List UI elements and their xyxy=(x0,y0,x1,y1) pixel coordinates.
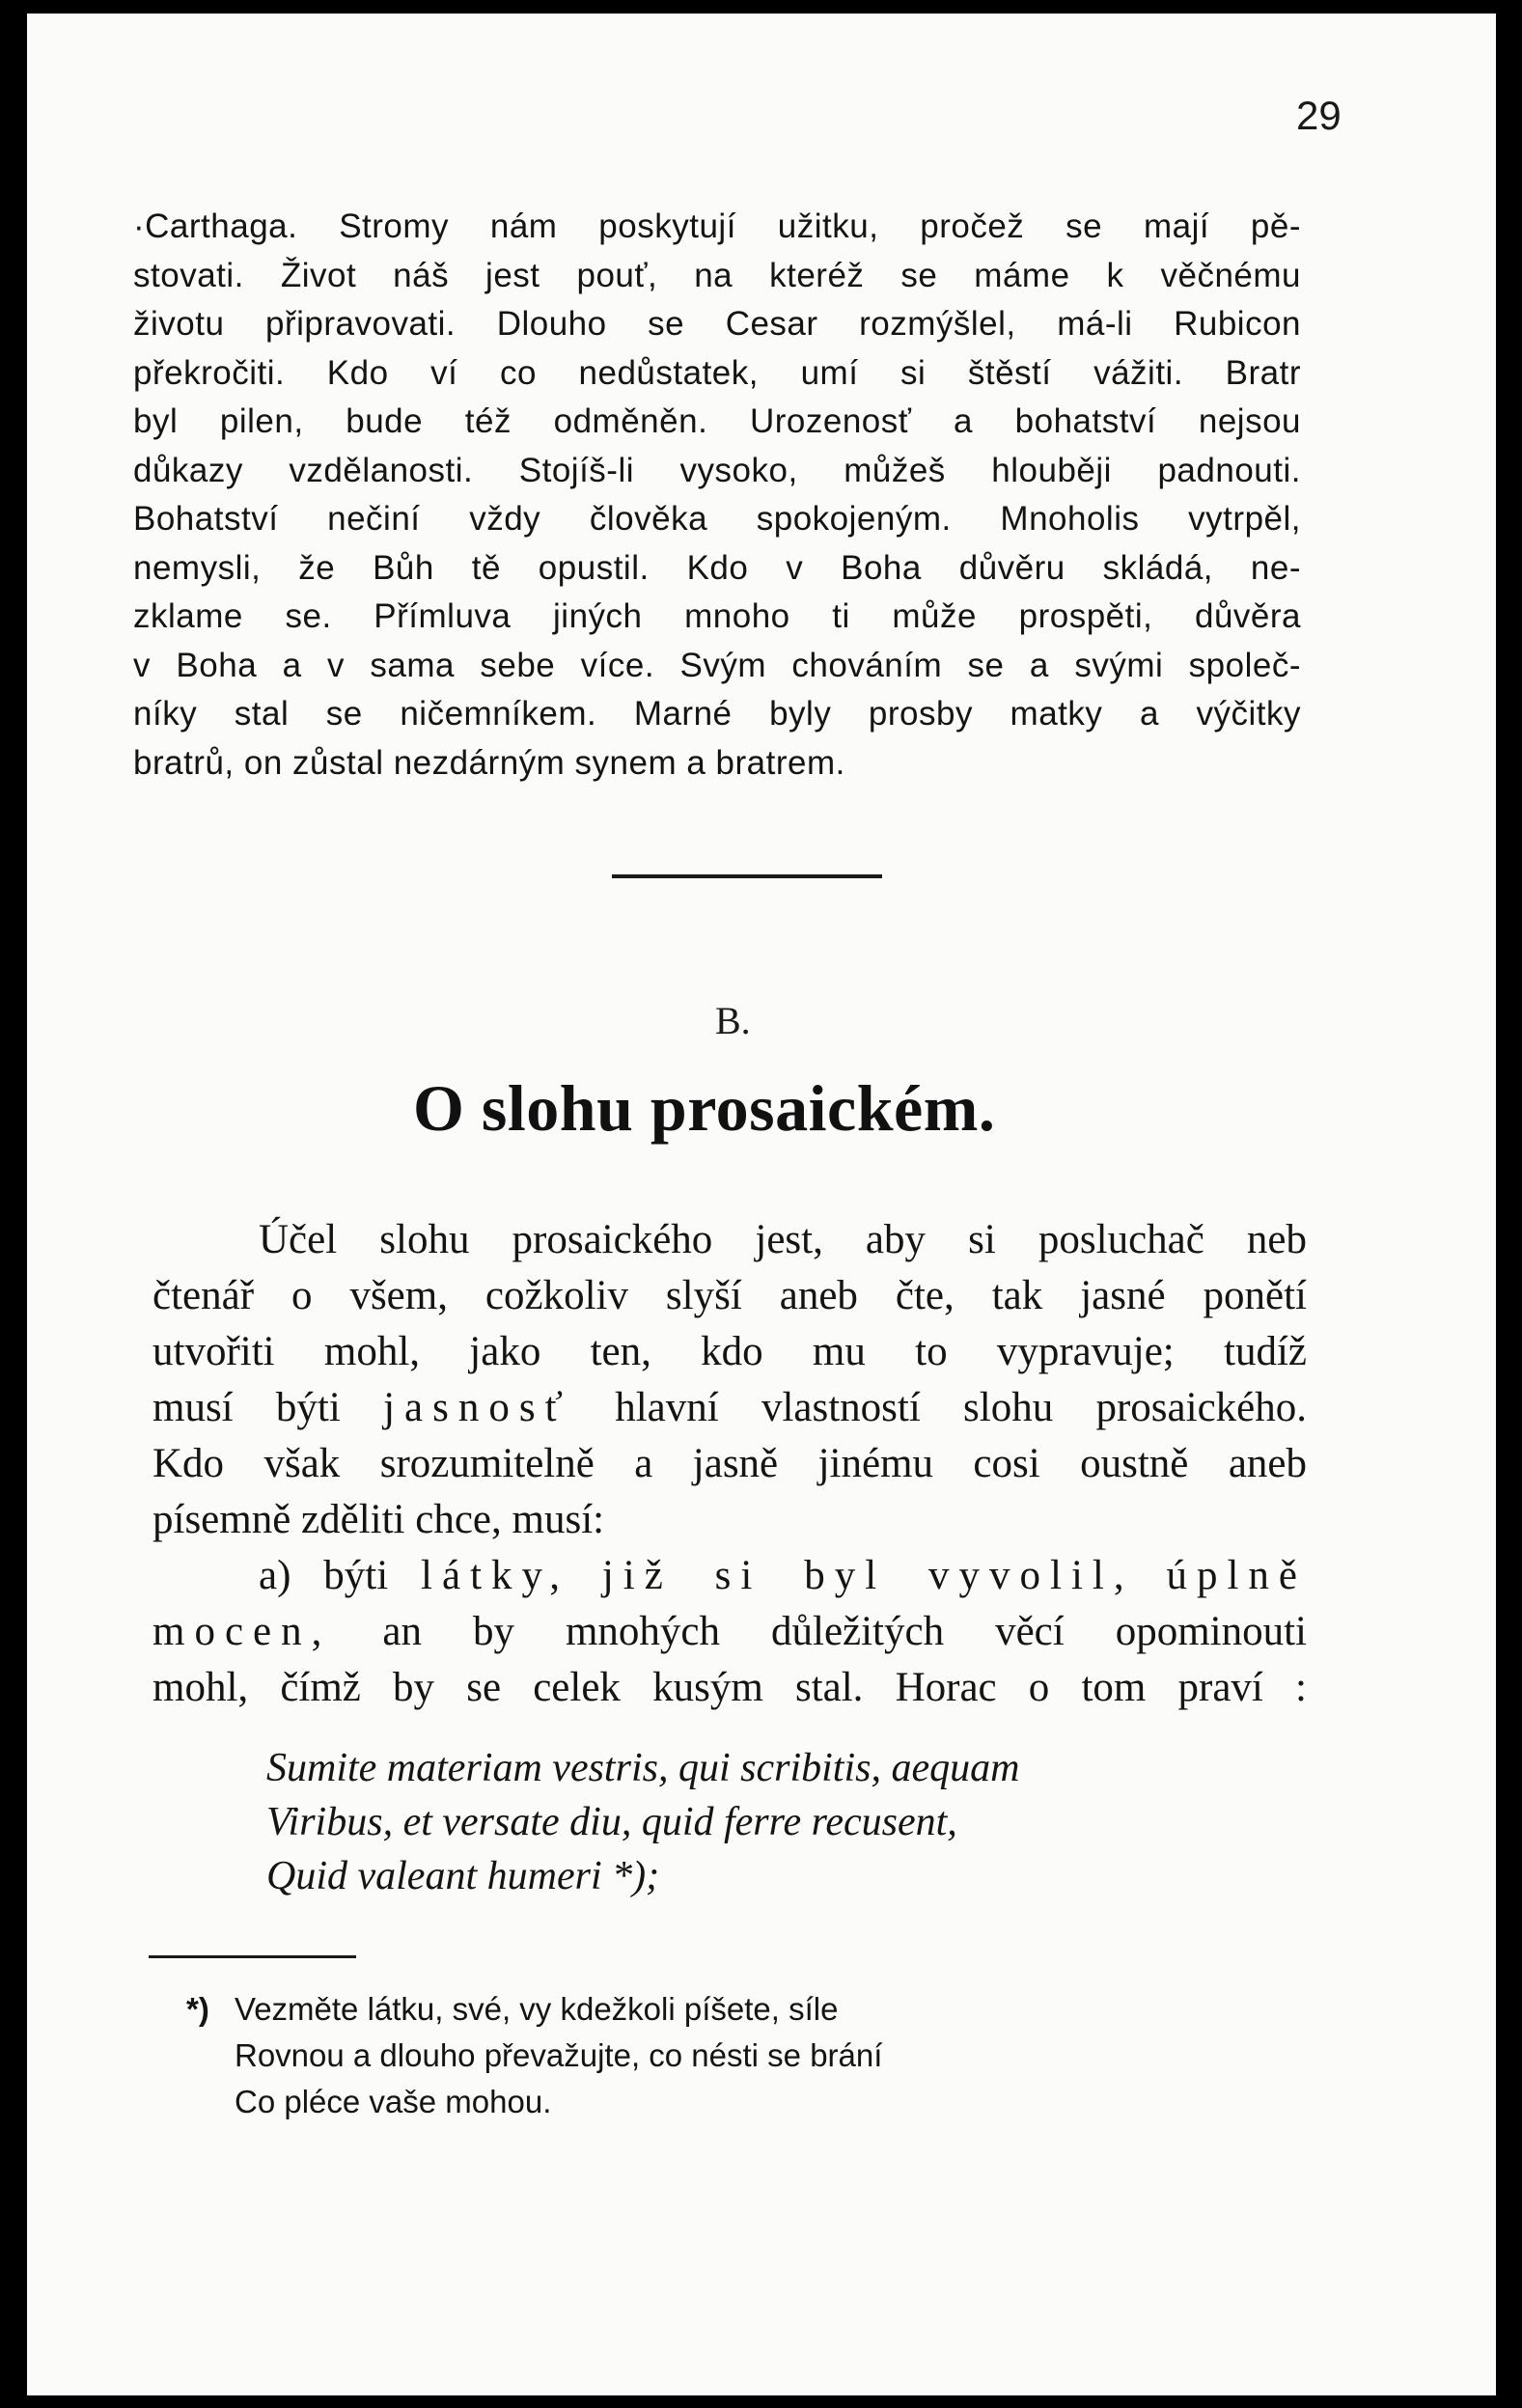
latin-quote xyxy=(266,1741,1231,1903)
section-title: O slohu prosaickém. xyxy=(413,1071,996,1145)
footnote-rule xyxy=(149,1955,356,1958)
text-line: ·Carthaga. Stromy nám poskytují užitku, pročež se mají pě- xyxy=(133,208,1301,245)
footnote xyxy=(186,1986,1229,2125)
text-fragment: an by mnohých důležitých věcí opominouti xyxy=(382,1609,1307,1654)
text-line: stovati. Život náš jest pouť, na kteréž se máme k věčnému xyxy=(133,256,1301,294)
text-line: životu připravovati. Dlouho se Cesar rozmýšlel, má-li Rubicon xyxy=(133,305,1301,343)
text-line: čtenář o všem, cožkoliv slyší aneb čte, tak jasné ponětí xyxy=(152,1273,1307,1318)
list-item-a xyxy=(152,1548,1307,1604)
text-line: Účel slohu prosaického jest, aby si posluchač neb xyxy=(259,1217,1307,1262)
emphasized-word: jasnosť xyxy=(383,1385,572,1430)
text-line: zklame se. Přímluva jiných mnoho ti může prospěti, důvěra xyxy=(133,597,1301,635)
text-line xyxy=(152,1604,1307,1660)
book-page xyxy=(27,14,1496,2395)
footnote-mark: *) xyxy=(186,1991,209,2027)
quote-line: Sumite materiam vestris, qui scribitis, aequam xyxy=(266,1746,1020,1790)
text-line: níky stal se ničemníkem. Marné byly prosby matky a výčitky xyxy=(133,695,1301,733)
text-line: důkazy vzdělanosti. Stojíš-li vysoko, můžeš hlouběji padnouti. xyxy=(133,451,1301,489)
text-fragment: hlavní vlastností slohu prosaického. xyxy=(615,1385,1307,1430)
text-line: nemysli, že Bůh tě opustil. Kdo v Boha důvěru skládá, ne- xyxy=(133,548,1301,587)
emphasized-word: již si byl vyvolil, xyxy=(601,1553,1134,1598)
quote-line: Viribus, et versate diu, quid ferre recusent, xyxy=(266,1800,957,1844)
footnote-line: Vezměte látku, své, vy kdežkoli píšete, síle xyxy=(235,1991,839,2027)
section-letter: B. xyxy=(715,999,751,1042)
section-divider xyxy=(612,874,882,878)
footnote-line: Co pléce vaše mohou. xyxy=(235,2084,552,2119)
text-line: písemně zděliti chce, musí: xyxy=(152,1497,605,1542)
main-paragraph xyxy=(152,1212,1307,1716)
text-line: v Boha a v sama sebe více. Svým chováním se a svými společ- xyxy=(133,646,1301,684)
emphasized-word: látky, xyxy=(421,1553,569,1598)
text-line xyxy=(152,1380,1307,1436)
text-line: Kdo však srozumitelně a jasně jinému cosi oustně aneb xyxy=(152,1441,1307,1486)
text-line: utvořiti mohl, jako ten, kdo mu to vypravuje; tudíž xyxy=(152,1329,1307,1374)
emphasized-word: mocen, xyxy=(152,1609,332,1654)
text-fragment: býti xyxy=(323,1553,389,1598)
list-marker: a) xyxy=(259,1553,291,1598)
footnote-line: Rovnou a dlouho převažujte, co nésti se brání xyxy=(235,2037,883,2073)
text-line: bratrů, on zůstal nezdárným synem a bratrem. xyxy=(133,743,845,782)
text-line: mohl, čímž by se celek kusým stal. Horac o tom praví : xyxy=(152,1665,1307,1710)
text-line: překročiti. Kdo ví co nedůstatek, umí si štěstí vážiti. Bratr xyxy=(133,353,1301,392)
emphasized-word: úplně xyxy=(1166,1553,1308,1598)
top-paragraph xyxy=(133,203,1301,788)
text-line: Bohatství nečiní vždy člověka spokojeným. Mnoholis vytrpěl, xyxy=(133,500,1301,538)
text-fragment: musí býti xyxy=(152,1385,341,1430)
quote-line: Quid valeant humeri *); xyxy=(266,1854,660,1898)
text-line: byl pilen, bude též odměněn. Urozenosť a bohatství nejsou xyxy=(133,402,1301,440)
page-number: 29 xyxy=(1296,93,1342,138)
